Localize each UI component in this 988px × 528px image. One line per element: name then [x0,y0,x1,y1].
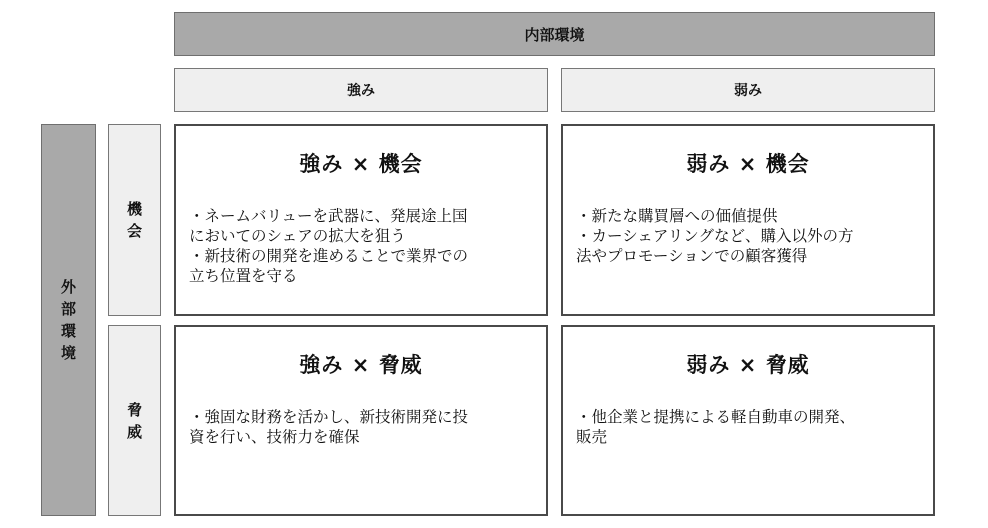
external-char-2: 部 [60,300,76,318]
strength-opportunity-cell [174,124,548,316]
weakness-threat-cell [561,325,935,516]
opportunity-row-header [108,124,161,316]
external-environment-header [41,124,96,516]
weakness-label: 弱み [734,83,762,99]
strength-threat-cell [174,325,548,516]
strength-column-header [174,68,548,112]
cell-title: 強み × 脅威 [299,353,423,377]
cell-body: ・他企業と提携による軽自動車の開発、 販売 [576,408,856,446]
strength-label: 強み [347,83,375,99]
internal-environment-header [174,12,935,56]
threat-char-1: 脅 [126,400,142,419]
external-char-3: 環 [60,322,76,340]
cell-title: 強み × 機会 [299,152,423,176]
threat-row-header [108,325,161,516]
opportunity-char-1: 機 [126,200,142,218]
weakness-column-header [561,68,935,112]
cell-title: 弱み × 脅威 [686,353,810,377]
opportunity-char-2: 会 [126,222,142,240]
weakness-opportunity-cell [561,124,935,316]
external-char-1: 外 [60,278,76,296]
cell-body: ・強固な財務を活かし、新技術開発に投 資を行い、技術力を確保 [189,408,469,446]
cell-body: ・新たな購買層への価値提供 ・カーシェアリングなど、購入以外の方 法やプロモーションでの顧客獲得 [576,207,854,265]
threat-char-2: 威 [126,422,142,441]
cell-title: 弱み × 機会 [686,152,810,176]
external-char-4: 境 [60,344,76,362]
cell-body: ・ネームバリューを武器に、発展途上国 においてのシェアの拡大を狙う ・新技術の開発を進めることで業界での 立ち位置を守る [189,207,469,285]
internal-environment-label: 内部環境 [524,25,585,44]
